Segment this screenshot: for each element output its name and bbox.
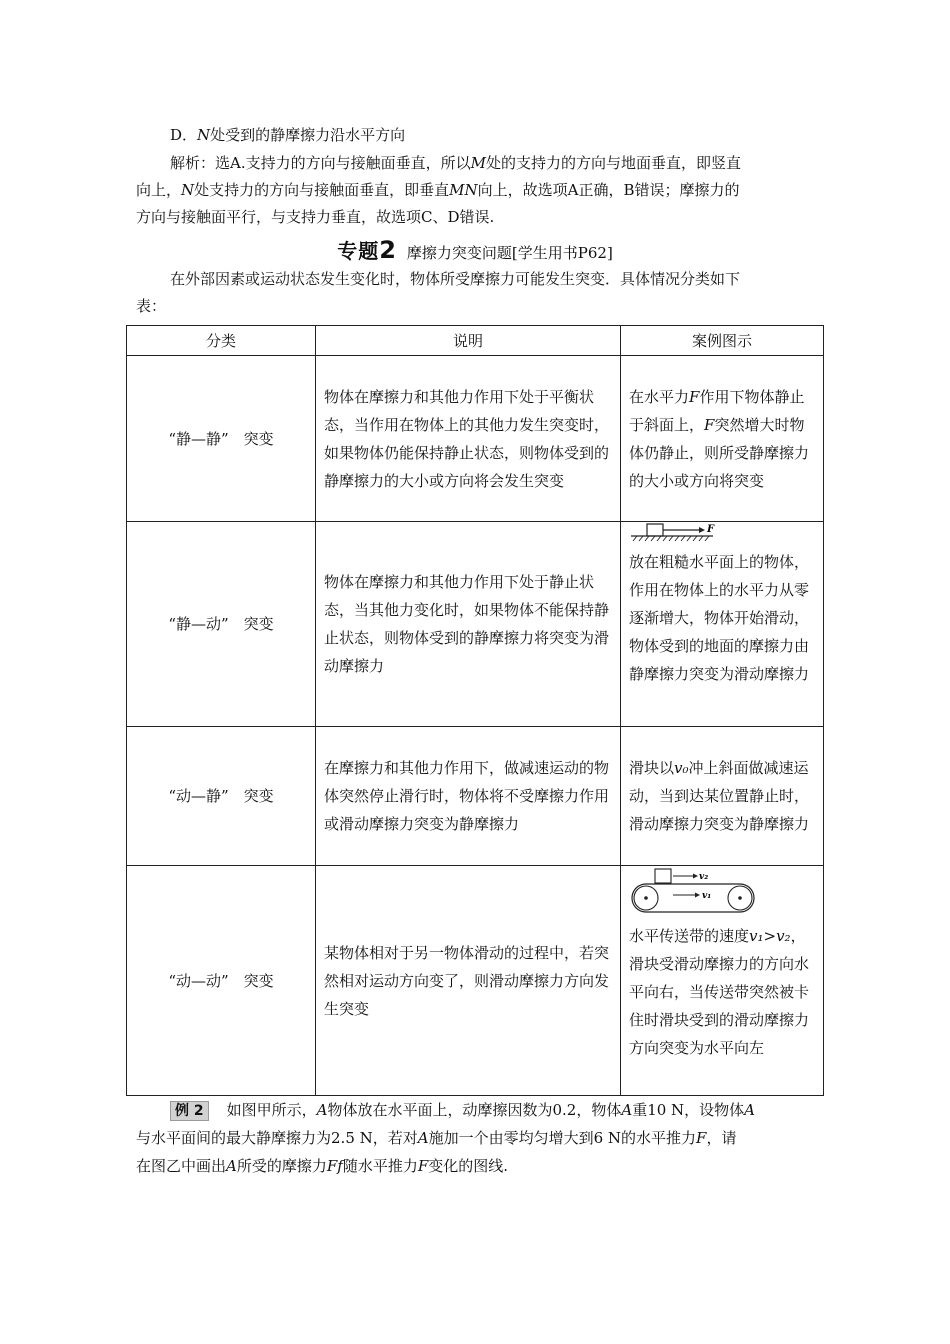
var-v-relation: v₁>v₂	[749, 927, 791, 945]
table-row	[127, 727, 824, 866]
option-d-text: 处受到的静摩擦力沿水平方向	[210, 126, 406, 144]
var-v0: v₀	[674, 759, 689, 777]
analysis-text: 处的支持力的方向与地面垂直，即竖直	[485, 154, 741, 172]
description-cell: 物体在摩擦力和其他力作用下处于静止状态，当其他力变化时，如果物体不能保持静止状态，则物体受到的静摩擦力将突变为滑动摩擦力	[316, 522, 621, 727]
case-cell	[621, 522, 824, 727]
analysis-text: 解析：选A.支持力的方向与接触面垂直，所以	[170, 154, 471, 172]
analysis-line-2	[136, 177, 818, 203]
analysis-text: 处支持力的方向与接触面垂直，即垂直	[194, 181, 450, 199]
header-description: 说明	[316, 326, 621, 356]
option-d-prefix: D．	[170, 126, 198, 144]
var-n: N	[197, 126, 211, 144]
friction-mutation-table	[126, 325, 824, 1096]
topic-title: 摩擦力突变问题[学生用书P62]	[406, 244, 613, 262]
example-text: 在图乙中画出	[136, 1157, 227, 1175]
block-on-ground-figure	[629, 522, 719, 548]
intro-text: 在外部因素或运动状态发生变化时，物体所受摩擦力可能发生突变．具体情况分类如下	[170, 270, 741, 288]
case-cell	[621, 727, 824, 866]
analysis-text: 向上，故选项A正确，B错误；摩擦力的	[477, 181, 740, 199]
var-f: F	[689, 387, 700, 406]
ground-hatch	[633, 536, 709, 541]
case-text: 作用下物体静止于斜面上，	[629, 387, 805, 434]
var-a: A	[621, 1101, 633, 1119]
var-ff: Ff	[326, 1157, 343, 1175]
example-badge: 例 2	[170, 1101, 209, 1121]
var-a: A	[417, 1129, 429, 1147]
topic-label: 专题	[337, 239, 380, 263]
topic-label-group	[337, 236, 397, 264]
example-text: 如图甲所示，	[226, 1101, 317, 1119]
example-line-1	[170, 1097, 852, 1123]
option-d	[170, 122, 852, 148]
pulley-axle	[738, 896, 742, 900]
arrow-head-icon	[693, 874, 698, 879]
table-row	[127, 356, 824, 522]
case-text: 水平传送带的速度	[629, 927, 750, 945]
var-f: F	[417, 1157, 429, 1175]
var-f: F	[696, 1129, 707, 1147]
var-n: N	[181, 181, 195, 199]
header-case: 案例图示	[621, 326, 824, 356]
v2-label: v₂	[699, 872, 709, 882]
topic-heading	[0, 236, 950, 267]
case-text: 放在粗糙水平面上的物体，作用在物体上的水平力从零逐渐增大，物体开始滑动，物体受到的地面的摩擦力由静摩擦力突变为滑动摩擦力	[629, 553, 810, 683]
case-text: 滑块以	[629, 759, 675, 777]
case-cell	[621, 866, 824, 1096]
category-cell: “静—动” 突变	[127, 522, 316, 727]
case-cell	[621, 356, 824, 522]
description-cell: 物体在摩擦力和其他力作用下处于平衡状态，当作用在物体上的其他力发生突变时，如果物体仍能保持静止状态，则物体受到的静摩擦力的大小或方向将会发生突变	[316, 356, 621, 522]
example-line-2	[136, 1125, 818, 1151]
v1-label: v₁	[702, 891, 712, 901]
var-mn: MN	[449, 181, 478, 199]
force-label: F	[707, 524, 715, 535]
example-text: 所受的摩擦力	[236, 1157, 327, 1175]
description-cell: 在摩擦力和其他力作用下，做减速运动的物体突然停止滑行时，物体将不受摩擦力作用或滑动摩擦力突变为静摩擦力	[316, 727, 621, 866]
description-cell: 某物体相对于另一物体滑动的过程中，若突然相对运动方向变了，则滑动摩擦力方向发生突变	[316, 866, 621, 1096]
table-row	[127, 522, 824, 727]
var-m: M	[470, 154, 486, 172]
example-text: 变化的图线.	[428, 1157, 509, 1175]
category-cell: “静—静” 突变	[127, 356, 316, 522]
slider-block-icon	[655, 869, 671, 883]
conveyor-belt-figure	[629, 866, 759, 922]
pulley-axle	[644, 896, 648, 900]
table-header-row	[127, 326, 824, 356]
category-cell: “动—动” 突变	[127, 866, 316, 1096]
example-text: 随水平推力	[342, 1157, 418, 1175]
example-line-3	[136, 1153, 818, 1179]
intro-line-1	[170, 266, 852, 292]
example-text: 施加一个由零均匀增大到6 N的水平推力	[428, 1129, 697, 1147]
case-text: ，滑块受滑动摩擦力的方向水平向右，当传送带突然被卡住时滑块受到的滑动摩擦力方向突变为水平向左	[629, 927, 810, 1057]
belt-outline	[632, 884, 754, 912]
category-cell: “动—静” 突变	[127, 727, 316, 866]
analysis-text: 向上，	[136, 181, 182, 199]
analysis-text: 方向与接触面平行，与支持力垂直，故选项C、D错误.	[136, 208, 495, 226]
var-a: A	[226, 1157, 237, 1175]
topic-number: 2	[379, 236, 397, 264]
example-text: 重10 N，设物体	[632, 1101, 745, 1119]
arrow-head-icon	[695, 893, 700, 898]
header-category: 分类	[127, 326, 316, 356]
var-a: A	[316, 1101, 328, 1119]
var-a: A	[744, 1101, 756, 1119]
intro-line-2	[136, 293, 818, 319]
case-text: 突然增大时物体仍静止，则所受静摩擦力的大小或方向将突变	[629, 415, 810, 490]
example-text: ，请	[706, 1129, 737, 1147]
block-icon	[647, 524, 663, 536]
analysis-line-3	[136, 204, 818, 230]
example-text: 与水平面间的最大静摩擦力为2.5 N，若对	[136, 1129, 418, 1147]
arrow-head-icon	[699, 527, 705, 533]
case-text: 在水平力	[629, 387, 690, 406]
analysis-line-1	[170, 150, 852, 176]
example-text: 物体放在水平面上，动摩擦因数为0.2，物体	[327, 1101, 622, 1119]
intro-text: 表：	[136, 297, 167, 315]
case-text: 冲上斜面做减速运动，当到达某位置静止时，滑动摩擦力突变为静摩擦力	[629, 759, 810, 833]
table-row	[127, 866, 824, 1096]
var-f: F	[704, 415, 715, 434]
